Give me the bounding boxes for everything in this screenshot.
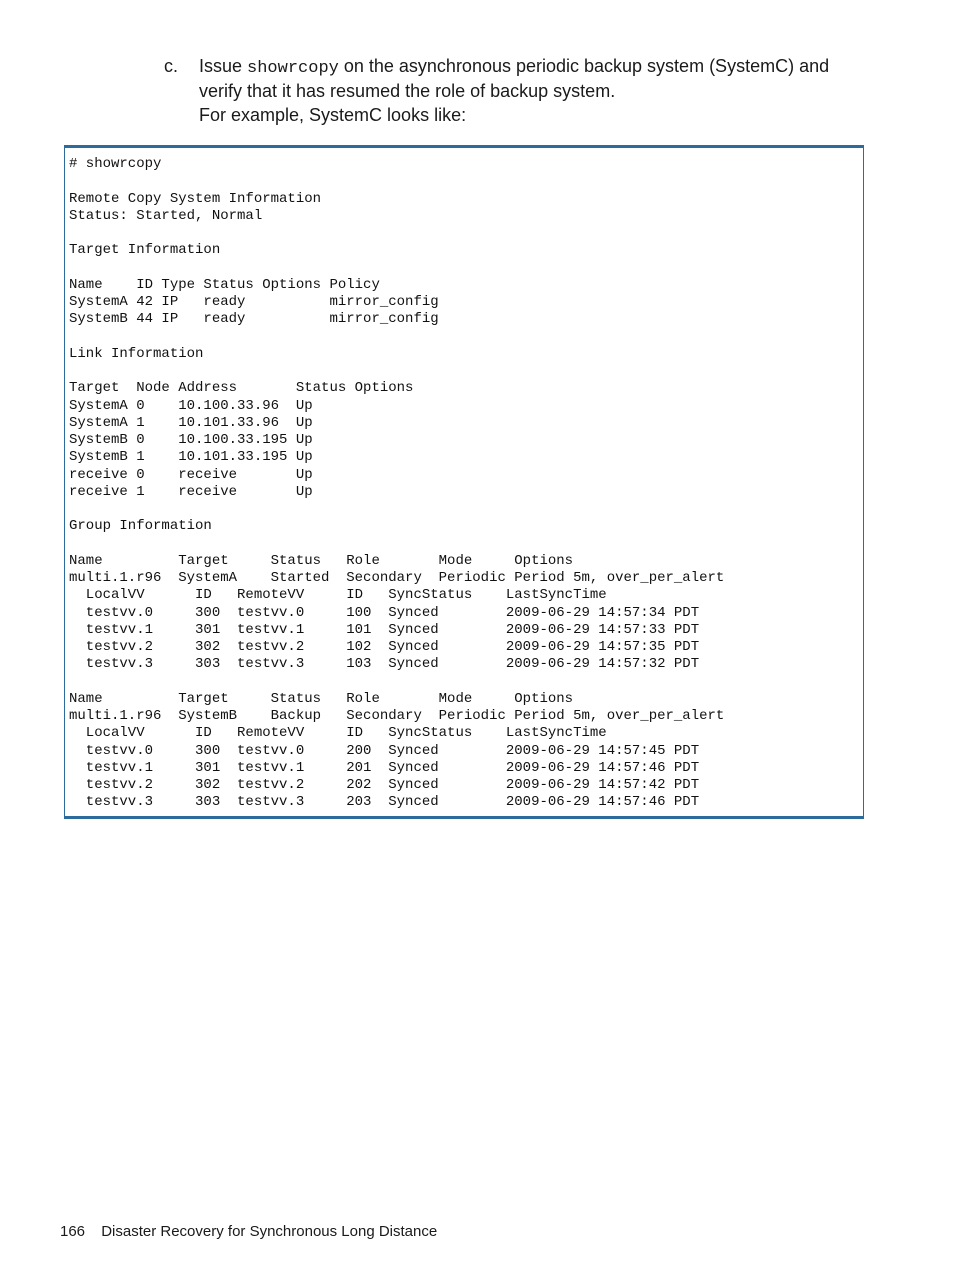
page-number: 166 — [60, 1223, 86, 1240]
example-intro: For example, SystemC looks like: — [199, 105, 467, 125]
step-letter: c. — [164, 56, 179, 76]
footer-section-title: Disaster Recovery for Synchronous Long Distance — [101, 1223, 438, 1240]
step-instruction — [199, 55, 874, 102]
code-example-box — [64, 145, 864, 819]
instruction-text-before: Issue — [199, 56, 248, 76]
inline-command: showrcopy — [247, 59, 339, 78]
page-footer — [60, 1222, 437, 1242]
instruction-text-after: on the asynchronous periodic backup system (SystemC) and verify that it has resumed the role of backup system. — [199, 56, 830, 101]
showrcopy-output: # showrcopy Remote Copy System Information Status: Started, Normal Target Information Name ID Type Status Options Policy SystemA 42 IP ready mirror_config SystemB 44 IP ready mirror_config Link Information Target Node Address Status Options SystemA 0 10.100.33.96 Up SystemA 1 10.101.33.96 Up SystemB 0 10.100.33.195 Up SystemB 1 10.101.33.195 Up receive 0 receive Up receive 1 receive Up Group Information Name Target Status Role Mode Options multi.1.r96 SystemA Started Secondary Periodic Period 5m, over_per_alert LocalVV ID RemoteVV ID SyncStatus LastSyncTime testvv.0 300 testvv.0 100 Synced 2009-06-29 14:57:34 PDT testvv.1 301 testvv.1 101 Synced 2009-06-29 14:57:33 PDT testvv.2 302 testvv.2 102 Synced 2009-06-29 14:57:35 PDT testvv.3 303 testvv.3 103 Synced 2009-06-29 14:57:32 PDT Name Target Status Role Mode Options multi.1.r96 SystemB Backup Secondary Periodic Period 5m, over_per_alert LocalVV ID RemoteVV ID SyncStatus LastSyncTime testvv.0 300 testvv.0 200 Synced 2009-06-29 14:57:45 PDT testvv.1 301 testvv.1 201 Synced 2009-06-29 14:57:46 PDT testvv.2 302 testvv.2 202 Synced 2009-06-29 14:57:42 PDT testvv.3 303 testvv.3 203 Synced 2009-06-29 14:57:46 PDT — [69, 156, 725, 811]
